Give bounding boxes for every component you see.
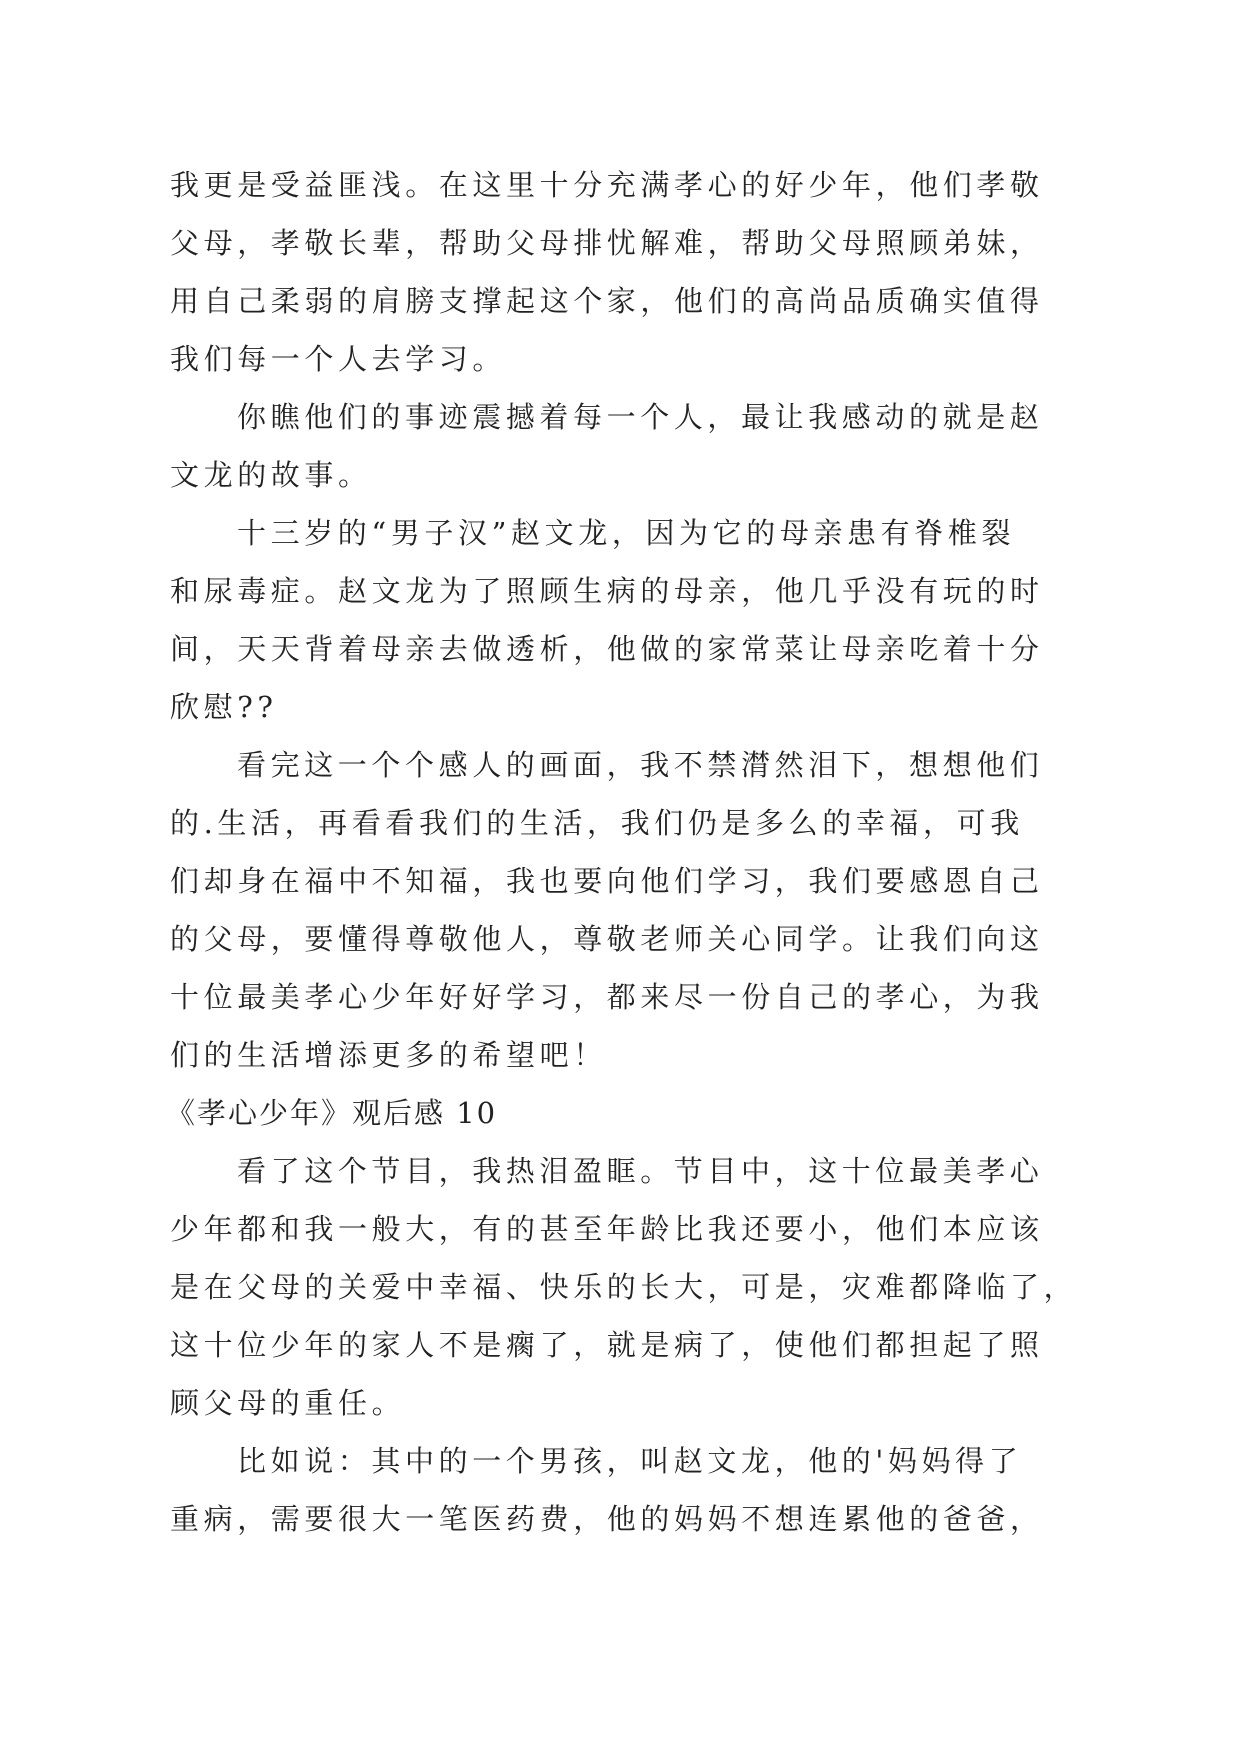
text-line: 这十位少年的家人不是瘸了，就是病了，使他们都担起了照: [170, 1328, 1044, 1362]
text-line: 我更是受益匪浅。在这里十分充满孝心的好少年，他们孝敬: [170, 168, 1044, 202]
text-line: 欣慰??: [170, 690, 278, 724]
text-line: 父母，孝敬长辈，帮助父母排忧解难，帮助父母照顾弟妹，: [170, 226, 1044, 260]
paragraph: [170, 736, 1130, 1084]
text-line: 们的生活增添更多的希望吧！: [170, 1038, 607, 1072]
text-line: 顾父母的重任。: [170, 1386, 406, 1420]
text-line: 看完这一个个感人的画面，我不禁潸然泪下，想想他们: [237, 748, 1044, 782]
paragraph: [170, 504, 1130, 736]
text-line: 看了这个节目，我热泪盈眶。节目中，这十位最美孝心: [237, 1154, 1044, 1188]
document-body: [166, 156, 1130, 1548]
text-line: 和尿毒症。赵文龙为了照顾生病的母亲，他几乎没有玩的时: [170, 574, 1044, 608]
text-line: 是在父母的关爱中幸福、快乐的长大，可是，灾难都降临了，: [170, 1270, 1078, 1304]
text-line: 我们每一个人去学习。: [170, 342, 507, 376]
text-line: 十位最美孝心少年好好学习，都来尽一份自己的孝心，为我: [170, 980, 1044, 1014]
text-line: 用自己柔弱的肩膀支撑起这个家，他们的高尚品质确实值得: [170, 284, 1044, 318]
paragraph: [170, 1142, 1130, 1432]
text-line: 十三岁的“男子汉”赵文龙，因为它的母亲患有脊椎裂: [237, 516, 1016, 550]
paragraph: [170, 156, 1130, 388]
paragraph: [170, 1432, 1130, 1548]
paragraph: [170, 388, 1130, 504]
text-line: 少年都和我一般大，有的甚至年龄比我还要小，他们本应该: [170, 1212, 1044, 1246]
text-line: 文龙的故事。: [170, 458, 372, 492]
text-line: 们却身在福中不知福，我也要向他们学习，我们要感恩自己: [170, 864, 1044, 898]
text-line: 间，天天背着母亲去做透析，他做的家常菜让母亲吃着十分: [170, 632, 1044, 666]
text-line: 重病，需要很大一笔医药费，他的妈妈不想连累他的爸爸，: [170, 1502, 1044, 1536]
text-line: 的.生活，再看看我们的生活，我们仍是多么的幸福，可我: [170, 806, 1024, 840]
text-line: 比如说：其中的一个男孩，叫赵文龙，他的'妈妈得了: [237, 1444, 1023, 1478]
text-line: 的父母，要懂得尊敬他人，尊敬老师关心同学。让我们向这: [170, 922, 1044, 956]
section-heading: 《孝心少年》观后感 10: [166, 1096, 498, 1130]
text-line: 你瞧他们的事迹震撼着每一个人，最让我感动的就是赵: [237, 400, 1044, 434]
